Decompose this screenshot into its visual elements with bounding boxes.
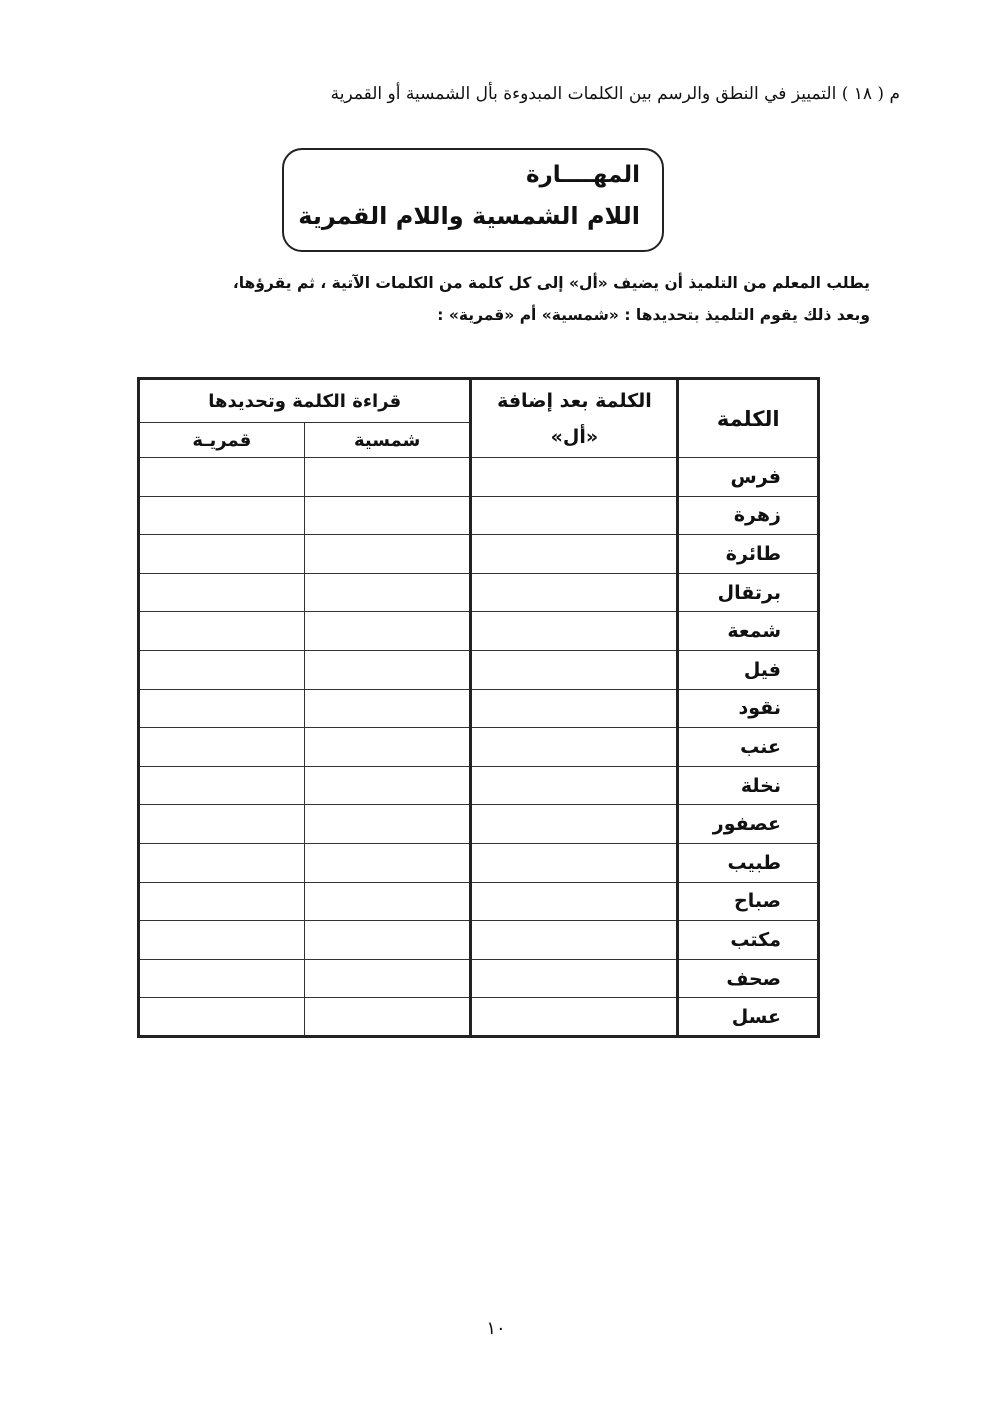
word-cell: نخلة <box>678 766 819 805</box>
skill-title: اللام الشمسية واللام القمرية <box>298 202 640 230</box>
qamariya-cell[interactable] <box>139 921 305 960</box>
word-cell: عنب <box>678 728 819 767</box>
word-cell: طبيب <box>678 843 819 882</box>
table-row <box>139 921 819 960</box>
word-cell: زهرة <box>678 496 819 535</box>
after-adding-cell[interactable] <box>471 805 678 844</box>
word-cell: عسل <box>678 998 819 1037</box>
word-cell: فرس <box>678 458 819 497</box>
word-cell: نقود <box>678 689 819 728</box>
table-row <box>139 612 819 651</box>
table-row <box>139 805 819 844</box>
after-adding-cell[interactable] <box>471 843 678 882</box>
header-qamariya: قمريـة <box>139 423 305 458</box>
after-adding-cell[interactable] <box>471 766 678 805</box>
after-adding-cell[interactable] <box>471 689 678 728</box>
shamsiya-cell[interactable] <box>304 843 471 882</box>
word-cell: صباح <box>678 882 819 921</box>
exercise-table-container <box>137 377 820 1038</box>
after-adding-cell[interactable] <box>471 882 678 921</box>
after-adding-cell[interactable] <box>471 612 678 651</box>
qamariya-cell[interactable] <box>139 805 305 844</box>
table-row <box>139 959 819 998</box>
qamariya-cell[interactable] <box>139 573 305 612</box>
header-reading-group: قراءة الكلمة وتحديدها <box>139 379 471 423</box>
table-row <box>139 882 819 921</box>
shamsiya-cell[interactable] <box>304 496 471 535</box>
after-adding-cell[interactable] <box>471 959 678 998</box>
table-row <box>139 843 819 882</box>
skill-box <box>282 148 664 252</box>
exercise-table <box>137 377 820 1038</box>
table-row <box>139 535 819 574</box>
instruction-line-1: يطلب المعلم من التلميذ أن يضيف «أل» إلى كل كلمة من الكلمات الآتية ، ثم يقرؤها، <box>232 274 870 292</box>
after-adding-cell[interactable] <box>471 573 678 612</box>
after-adding-cell[interactable] <box>471 728 678 767</box>
shamsiya-cell[interactable] <box>304 612 471 651</box>
lesson-header: م ( ١٨ ) التمييز في النطق والرسم بين الكلمات المبدوءة بأل الشمسية أو القمرية <box>330 84 900 104</box>
shamsiya-cell[interactable] <box>304 882 471 921</box>
shamsiya-cell[interactable] <box>304 921 471 960</box>
shamsiya-cell[interactable] <box>304 573 471 612</box>
after-adding-cell[interactable] <box>471 535 678 574</box>
shamsiya-cell[interactable] <box>304 959 471 998</box>
after-adding-cell[interactable] <box>471 921 678 960</box>
qamariya-cell[interactable] <box>139 998 305 1037</box>
page-number: ١٠ <box>486 1318 506 1339</box>
qamariya-cell[interactable] <box>139 496 305 535</box>
after-adding-cell[interactable] <box>471 998 678 1037</box>
after-adding-cell[interactable] <box>471 496 678 535</box>
shamsiya-cell[interactable] <box>304 766 471 805</box>
word-cell: برتقال <box>678 573 819 612</box>
table-row <box>139 728 819 767</box>
shamsiya-cell[interactable] <box>304 650 471 689</box>
skill-label: المهــــارة <box>525 162 640 188</box>
shamsiya-cell[interactable] <box>304 805 471 844</box>
qamariya-cell[interactable] <box>139 959 305 998</box>
qamariya-cell[interactable] <box>139 728 305 767</box>
qamariya-cell[interactable] <box>139 766 305 805</box>
shamsiya-cell[interactable] <box>304 728 471 767</box>
header-shamsiya: شمسية <box>304 423 471 458</box>
shamsiya-cell[interactable] <box>304 458 471 497</box>
table-row <box>139 650 819 689</box>
instruction-line-2: وبعد ذلك يقوم التلميذ بتحديدها : «شمسية» أم «قمرية» : <box>437 306 870 324</box>
shamsiya-cell[interactable] <box>304 689 471 728</box>
after-adding-cell[interactable] <box>471 458 678 497</box>
table-row <box>139 458 819 497</box>
after-adding-cell[interactable] <box>471 650 678 689</box>
table-row <box>139 766 819 805</box>
qamariya-cell[interactable] <box>139 458 305 497</box>
table-row <box>139 998 819 1037</box>
word-cell: شمعة <box>678 612 819 651</box>
qamariya-cell[interactable] <box>139 882 305 921</box>
header-word: الكلمة <box>678 379 819 458</box>
qamariya-cell[interactable] <box>139 843 305 882</box>
word-cell: عصفور <box>678 805 819 844</box>
header-after-adding: الكلمة بعد إضافة «أل» <box>471 379 678 458</box>
table-row <box>139 496 819 535</box>
table-row <box>139 689 819 728</box>
qamariya-cell[interactable] <box>139 689 305 728</box>
qamariya-cell[interactable] <box>139 535 305 574</box>
shamsiya-cell[interactable] <box>304 998 471 1037</box>
word-cell: فيل <box>678 650 819 689</box>
word-cell: طائرة <box>678 535 819 574</box>
table-row <box>139 573 819 612</box>
qamariya-cell[interactable] <box>139 612 305 651</box>
word-cell: صحف <box>678 959 819 998</box>
qamariya-cell[interactable] <box>139 650 305 689</box>
word-cell: مكتب <box>678 921 819 960</box>
shamsiya-cell[interactable] <box>304 535 471 574</box>
